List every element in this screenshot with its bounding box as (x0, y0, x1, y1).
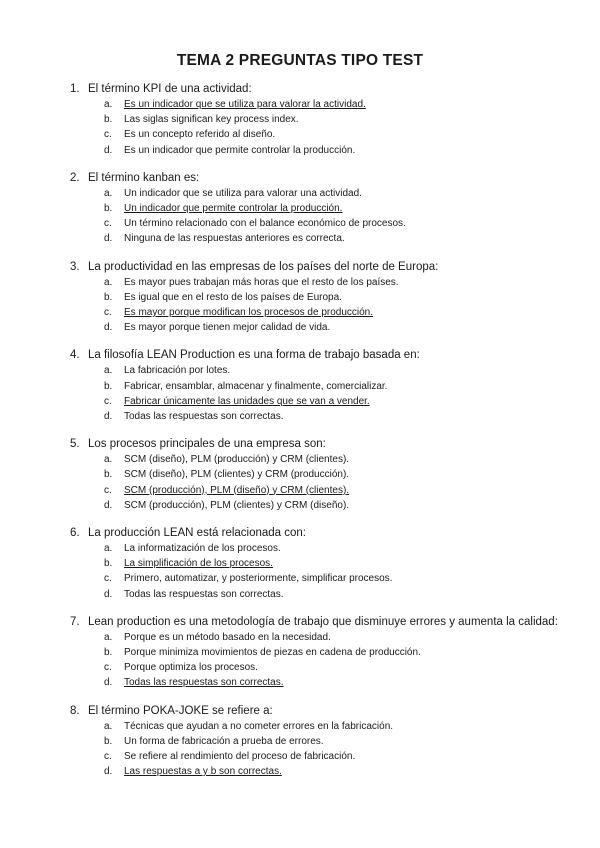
answer-option (70, 675, 570, 690)
answer-option (70, 143, 570, 158)
answer-option (70, 320, 570, 335)
answer-option (70, 541, 570, 556)
option-text-correct: La simplificación de los procesos. (124, 558, 273, 570)
question-3 (70, 260, 570, 336)
answer-option (70, 394, 570, 409)
answer-option (70, 556, 570, 571)
answer-option (70, 112, 570, 127)
question-8 (70, 704, 570, 780)
answer-option (70, 749, 570, 764)
option-text: Primero, automatizar, y posteriormente, simplificar procesos. (124, 573, 393, 585)
option-letter: c. (104, 751, 112, 763)
answer-option (70, 305, 570, 320)
answer-option (70, 719, 570, 734)
question-stem (70, 82, 570, 97)
option-letter: c. (104, 395, 112, 407)
option-text: Es igual que en el resto de los países de Europa. (124, 291, 342, 303)
answer-option (70, 379, 570, 394)
option-text: Las siglas significan key process index. (124, 114, 299, 126)
option-text: Un forma de fabricación a prueba de errores. (124, 735, 324, 747)
question-stem (70, 171, 570, 186)
question-number: 4. (70, 349, 80, 362)
option-text-correct: Es un indicador que se utiliza para valorar la actividad. (124, 99, 366, 110)
answer-option (70, 216, 570, 231)
option-text: SCM (producción), PLM (clientes) y CRM (diseño). (124, 499, 350, 511)
answer-option (70, 231, 570, 246)
answer-option (70, 97, 570, 112)
option-text: Es un concepto referido al diseño. (124, 129, 276, 141)
option-text: SCM (diseño), PLM (producción) y CRM (clientes). (124, 454, 350, 466)
question-stem (70, 260, 570, 275)
question-number: 3. (70, 260, 80, 273)
question-2 (70, 171, 570, 247)
question-stem (70, 704, 570, 719)
option-letter: c. (104, 484, 112, 496)
answer-option (70, 734, 570, 749)
question-stem (70, 526, 570, 541)
option-text: Porque minimiza movimientos de piezas en cadena de producción. (124, 647, 421, 659)
option-letter: d. (104, 144, 113, 156)
option-text: Un indicador que se utiliza para valorar una actividad. (124, 187, 362, 199)
option-text-correct: Todas las respuestas son correctas. (124, 677, 284, 689)
option-letter: b. (104, 469, 113, 481)
question-number: 8. (70, 704, 80, 717)
option-text-correct: Las respuestas a y b son correctas. (124, 766, 282, 778)
answer-option (70, 571, 570, 586)
option-letter: c. (104, 307, 112, 319)
answer-option (70, 467, 570, 482)
question-number: 2. (70, 171, 80, 184)
option-letter: c. (104, 573, 112, 585)
option-letter: d. (104, 233, 113, 245)
question-text: La filosofía LEAN Production es una forma de trabajo basada en: (88, 349, 420, 362)
option-text-correct: Un indicador que permite controlar la producción. (124, 203, 343, 215)
option-text-correct: Es mayor porque modifican los procesos de producción. (124, 307, 374, 319)
page-title: TEMA 2 PREGUNTAS TIPO TEST (176, 52, 424, 69)
answer-option (70, 587, 570, 602)
option-letter: a. (104, 187, 113, 199)
question-text: El término KPI de una actividad: (88, 83, 252, 95)
option-letter: c. (104, 662, 112, 674)
option-text: La informatización de los procesos. (124, 543, 281, 555)
option-text: SCM (diseño), PLM (clientes) y CRM (producción). (124, 469, 350, 481)
answer-option (70, 452, 570, 467)
question-4 (70, 348, 570, 424)
answer-option (70, 483, 570, 498)
answer-option (70, 630, 570, 645)
option-text: Todas las respuestas son correctas. (124, 411, 284, 423)
option-letter: a. (104, 276, 113, 288)
option-letter: b. (104, 203, 113, 215)
option-letter: a. (104, 720, 113, 732)
option-text: Porque es un método basado en la necesidad. (124, 631, 331, 643)
option-text: Porque optimiza los procesos. (124, 662, 258, 674)
option-text-correct: SCM (producción), PLM (diseño) y CRM (clientes). (124, 484, 350, 496)
option-letter: d. (104, 677, 113, 689)
option-letter: d. (104, 766, 113, 778)
question-list (70, 82, 570, 793)
question-number: 1. (70, 83, 80, 95)
answer-option (70, 645, 570, 660)
question-text: La productividad en las empresas de los países del norte de Europa: (88, 260, 439, 273)
option-text: La fabricación por lotes. (124, 365, 231, 377)
answer-option (70, 498, 570, 513)
option-text: Todas las respuestas son correctas. (124, 588, 284, 600)
option-text: Ninguna de las respuestas anteriores es correcta. (124, 233, 345, 245)
option-letter: a. (104, 454, 113, 466)
option-text: Es mayor porque tienen mejor calidad de vida. (124, 322, 331, 334)
option-letter: b. (104, 291, 113, 303)
option-letter: d. (104, 588, 113, 600)
question-number: 6. (70, 527, 80, 540)
answer-option (70, 409, 570, 424)
option-letter: b. (104, 114, 113, 126)
option-letter: d. (104, 411, 113, 423)
option-letter: a. (104, 631, 113, 643)
answer-option (70, 201, 570, 216)
answer-option (70, 127, 570, 142)
question-stem (70, 437, 570, 452)
option-text: Fabricar, ensamblar, almacenar y finalmente, comercializar. (124, 380, 388, 392)
answer-option (70, 275, 570, 290)
question-number: 7. (70, 615, 80, 628)
question-text: La producción LEAN está relacionada con: (88, 527, 307, 540)
option-letter: c. (104, 218, 112, 230)
option-letter: b. (104, 647, 113, 659)
answer-option (70, 186, 570, 201)
question-stem (70, 348, 570, 363)
answer-option (70, 363, 570, 378)
question-text: El término POKA-JOKE se refiere a: (88, 704, 273, 717)
option-text: Es mayor pues trabajan más horas que el resto de los países. (124, 276, 399, 288)
question-1 (70, 82, 570, 158)
option-text: Es un indicador que permite controlar la producción. (124, 144, 356, 156)
option-letter: b. (104, 735, 113, 747)
question-5 (70, 437, 570, 513)
question-text: Lean production es una metodología de trabajo que disminuye errores y aumenta la calidad: (88, 615, 558, 628)
answer-option (70, 764, 570, 779)
option-text: Un término relacionado con el balance económico de procesos. (124, 218, 406, 230)
question-7 (70, 615, 570, 691)
option-text: Técnicas que ayudan a no cometer errores en la fabricación. (124, 720, 394, 732)
option-letter: b. (104, 380, 113, 392)
question-number: 5. (70, 438, 80, 451)
option-letter: b. (104, 558, 113, 570)
option-letter: a. (104, 543, 113, 555)
option-letter: a. (104, 99, 113, 110)
option-text-correct: Fabricar únicamente las unidades que se van a vender. (124, 395, 370, 407)
question-stem (70, 615, 570, 630)
option-text: Se refiere al rendimiento del proceso de fabricación. (124, 751, 356, 763)
question-6 (70, 526, 570, 602)
option-letter: c. (104, 129, 112, 141)
question-text: El término kanban es: (88, 171, 200, 184)
answer-option (70, 290, 570, 305)
question-text: Los procesos principales de una empresa son: (88, 438, 326, 451)
option-letter: a. (104, 365, 113, 377)
option-letter: d. (104, 499, 113, 511)
option-letter: d. (104, 322, 113, 334)
answer-option (70, 660, 570, 675)
